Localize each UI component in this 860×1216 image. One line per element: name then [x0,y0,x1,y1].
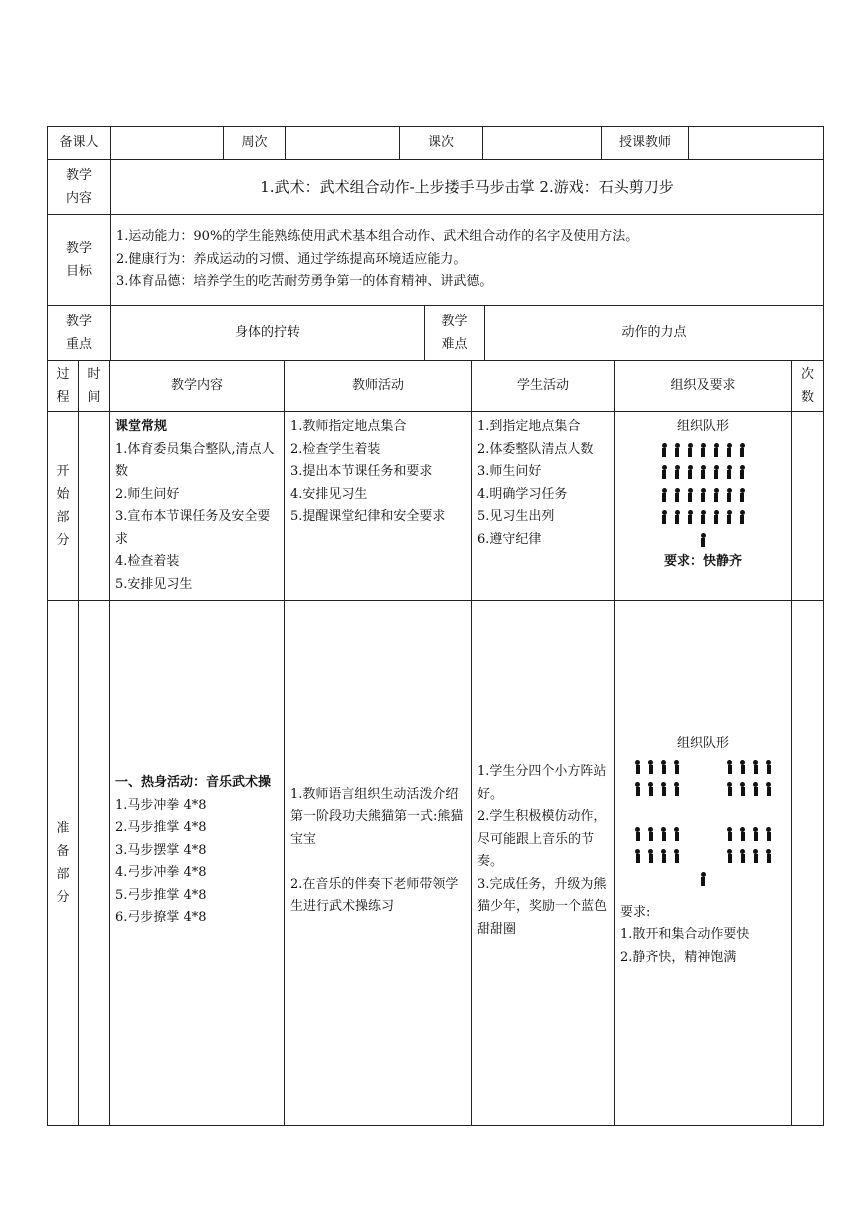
prep-time-cell [79,601,110,1126]
org-requirement-label: 要求: [620,904,651,920]
person-icon [686,488,695,502]
list-item: 2.学生积极模仿动作，尽可能跟上音乐的节奏。 [477,809,607,869]
org-title: 组织队形 [676,735,729,751]
goals-text [111,215,824,306]
list-item: 5.弓步推掌 4*8 [115,887,207,903]
person-icon [738,760,747,774]
person-icon [673,465,682,479]
start-org-cell [615,412,792,601]
difficulty-value: 动作的力点 [485,306,824,361]
list-item: 1.学生分四个小方阵站好。 [477,764,607,802]
person-icon [699,533,708,547]
person-icon [751,760,760,774]
list-item: 5.提醒课堂纪律和安全要求 [290,509,446,524]
formation-row [620,778,786,801]
person-icon [738,488,747,502]
prep-section-label: 准备部分 [48,601,79,1126]
teacher-value [689,127,824,160]
list-item: 4.检查着装 [115,554,180,569]
preparer-value [111,127,224,160]
person-icon [751,827,760,841]
person-icon [646,782,655,796]
list-item: 3.提出本节课任务和要求 [290,464,433,479]
person-icon [712,510,721,524]
list-item: 2.检查学生着装 [290,441,381,457]
person-icon [659,760,668,774]
person-icon [659,827,668,841]
person-icon [738,827,747,841]
person-icon [738,443,747,457]
person-icon [725,465,734,479]
formation-row [620,867,786,890]
formation-row [620,461,786,484]
prep-formation [620,755,786,890]
person-icon [673,488,682,502]
start-teacher-cell [285,412,472,601]
week-label: 周次 [224,127,286,160]
formation-row [620,439,786,462]
goal-item: 1.运动能力：90%的学生能熟练使用武术基本组合动作、武术组合动作的名字及使用方法。 [116,229,639,245]
prep-content-cell [110,601,285,1126]
content-label: 教学内容 [48,160,111,215]
person-icon [764,849,773,863]
start-student-cell [472,412,615,601]
person-icon [764,827,773,841]
list-item: 5.见习生出列 [477,509,555,524]
person-icon [738,465,747,479]
person-icon [699,488,708,502]
person-icon [725,443,734,457]
formation-row [620,484,786,507]
formation-row [620,822,786,845]
person-icon [633,782,642,796]
list-item: 4.弓步冲拳 4*8 [115,865,207,881]
list-item: 1.教师指定地点集合 [290,419,407,434]
prep-teacher-cell [285,601,472,1126]
person-icon [686,510,695,524]
content-row [48,160,824,215]
person-icon [633,849,642,863]
person-icon [699,510,708,524]
person-icon [712,465,721,479]
person-icon [673,443,682,457]
list-item: 1.到指定地点集合 [477,419,581,434]
person-icon [699,872,708,886]
key-value: 身体的拧转 [111,306,425,361]
col-organization: 组织及要求 [615,361,792,412]
start-section-row [48,412,824,601]
list-item: 3.师生问好 [477,464,542,479]
header-row [48,127,824,160]
person-icon [764,760,773,774]
org-requirement: 要求：快静齐 [663,554,742,569]
person-icon [660,510,669,524]
start-section-label: 开始部分 [48,412,79,601]
person-icon [751,782,760,796]
col-student: 学生活动 [472,361,615,412]
person-icon [738,510,747,524]
prep-org-cell [615,601,792,1126]
formation-row [620,506,786,529]
person-icon [672,827,681,841]
person-icon [725,849,734,863]
person-icon [738,849,747,863]
person-icon [725,510,734,524]
list-item: 6.弓步撩掌 4*8 [115,910,207,926]
formation-row [620,845,786,868]
person-icon [764,782,773,796]
person-icon [738,782,747,796]
person-icon [725,760,734,774]
person-icon [646,849,655,863]
person-icon [686,443,695,457]
person-icon [712,443,721,457]
org-requirement-item: 2.静齐快，精神饱满 [620,949,737,965]
col-count: 次数 [792,361,824,412]
column-header-row [48,361,824,412]
prep-content-title: 一、热身活动：音乐武术操 [115,775,272,791]
goal-item: 2.健康行为：养成运动的习惯、通过学练提高环境适应能力。 [116,251,467,267]
person-icon [712,488,721,502]
person-icon [725,782,734,796]
list-item: 3.完成任务，升级为熊猫少年，奖励一个蓝色甜甜圈 [477,876,608,937]
person-icon [686,465,695,479]
person-icon [672,782,681,796]
goals-label: 教学目标 [48,215,111,306]
key-points-row [48,306,824,361]
key-label: 教学重点 [48,306,111,361]
list-item: 2.师生问好 [115,486,180,502]
list-item: 6.遵守纪律 [477,531,542,547]
content-text: 1.武术：武术组合动作-上步搂手马步击掌 2.游戏：石头剪刀步 [111,160,824,215]
person-icon [725,827,734,841]
list-item: 2.马步推掌 4*8 [115,820,207,836]
lesson-plan-page [47,126,823,1126]
process-table [47,360,824,1126]
person-icon [633,827,642,841]
person-icon [646,827,655,841]
person-icon [659,849,668,863]
person-icon [660,488,669,502]
person-icon [672,849,681,863]
org-requirement-item: 1.散开和集合动作要快 [620,927,750,943]
person-icon [673,510,682,524]
person-icon [659,782,668,796]
col-teacher: 教师活动 [285,361,472,412]
start-content-title: 课堂常规 [115,419,168,434]
formation-row [620,755,786,778]
goal-item: 3.体育品德：培养学生的吃苦耐劳勇争第一的体育精神、讲武德。 [116,274,493,290]
person-icon [725,488,734,502]
key-points-table [47,305,824,361]
list-item: 3.宣布本节课任务及安全要求 [115,509,271,547]
list-item: 4.明确学习任务 [477,486,568,502]
start-formation [620,439,786,552]
prep-count-cell [792,601,824,1126]
col-process: 过程 [48,361,79,412]
org-title: 组织队形 [676,419,729,434]
start-count-cell [792,412,824,601]
list-item: 1.教师语言组织生动活泼介绍第一阶段功夫熊猫第一式:熊猫宝宝 [290,786,464,847]
list-item: 1.马步冲拳 4*8 [115,797,207,813]
person-icon [633,760,642,774]
start-content-cell [110,412,285,601]
col-time: 时间 [79,361,110,412]
teacher-label: 授课教师 [602,127,689,160]
formation-row [620,529,786,552]
list-item: 1.体育委员集合整队,清点人数 [115,441,275,479]
list-item: 3.马步摆掌 4*8 [115,842,207,858]
person-icon [660,465,669,479]
col-content: 教学内容 [110,361,285,412]
difficulty-label: 教学难点 [425,306,485,361]
lesson-no-value [483,127,602,160]
list-item: 2.在音乐的伴奏下老师带领学生进行武术操练习 [290,876,459,914]
week-value [286,127,400,160]
person-icon [751,849,760,863]
person-icon [672,760,681,774]
lesson-no-label: 课次 [400,127,483,160]
prep-student-cell [472,601,615,1126]
goals-row [48,215,824,306]
lesson-info-table [47,126,824,306]
list-item: 2.体委整队清点人数 [477,441,594,457]
prep-section-row [48,601,824,1126]
person-icon [699,443,708,457]
list-item: 4.安排见习生 [290,486,368,502]
preparer-label: 备课人 [48,127,111,160]
start-time-cell [79,412,110,601]
spacer [290,851,466,874]
person-icon [646,760,655,774]
person-icon [699,465,708,479]
person-icon [660,443,669,457]
list-item: 5.安排见习生 [115,576,193,592]
